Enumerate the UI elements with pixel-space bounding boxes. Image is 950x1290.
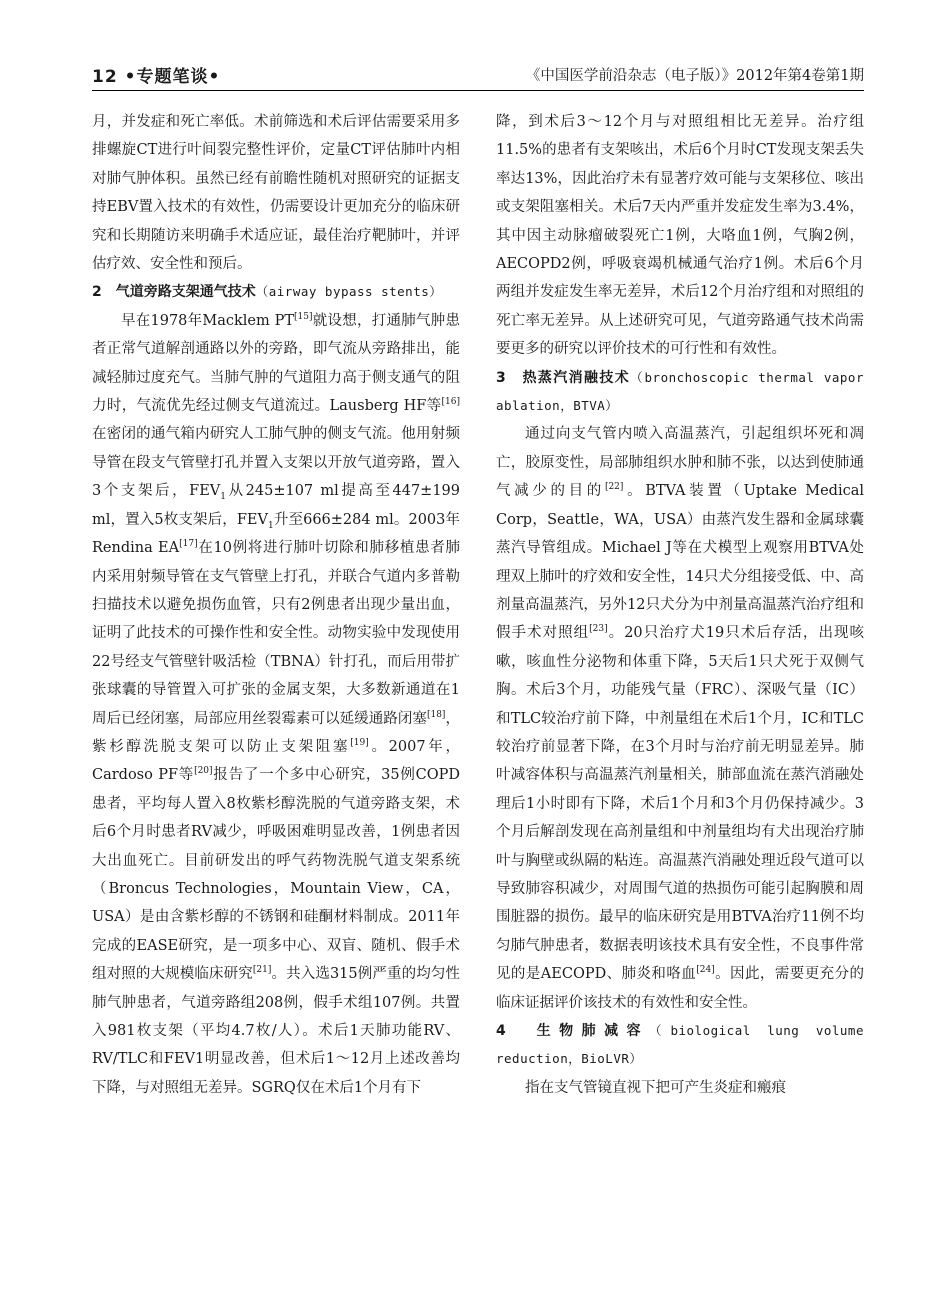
journal-title: 《中国医学前沿杂志（电子版）》2012年第4卷第1期 (525, 68, 864, 84)
running-header (92, 62, 864, 88)
citation: [21] (252, 965, 272, 976)
paragraph (92, 307, 460, 1102)
text-run: 升至666±284 ml。2003年Rendina EA (92, 511, 460, 557)
section-heading-4 (496, 1017, 864, 1074)
citation: [16] (441, 397, 460, 408)
paragraph: 降，到术后3～12个月与对照组相比无差异。治疗组11.5%的患者有支架咳出，术后6个月时CT发现支架丢失率达13%，因此治疗未有显著疗效可能与支架移位、咳出或支架阻塞相关。术后7天内严重并发症发生率为3.4%，其中因主动脉瘤破裂死亡1例，大咯血1例，气胸2例，AECOPD2例，呼吸衰竭机械通气治疗1例。术后6个月两组并发症发生率无差异，术后12个月治疗组和对照组的死亡率无差异。从上述研究可见，气道旁路通气技术尚需要更多的研究以评价技术的可行性和有效性。 (496, 114, 864, 358)
text-run: 。2007年，Cardoso PF等 (92, 738, 461, 784)
citation: [20] (194, 766, 213, 777)
heading-text: 4 生物肺减容 (496, 1023, 650, 1039)
paragraph: 指在支气管镜直视下把可产生炎症和瘢痕 (525, 1079, 786, 1096)
heading-english: （biological lung volume reduction，BioLVR） (496, 1023, 864, 1067)
header-rule (92, 90, 864, 91)
text-run: 通过向支气管内喷入高温蒸汽，引起组织坏死和凋亡，胶原变性，局部肺组织水肿和肺不张，以达到使肺通气减少的目的 (496, 426, 864, 500)
page-number: 12 (92, 67, 118, 87)
heading-english: （bronchoscopic thermal vapor ablation，BTVA） (496, 369, 864, 414)
citation: [15] (294, 312, 313, 323)
right-column (496, 108, 864, 1102)
text-run: 。因此，需要更充分的临床证据评价该技术的有效性和安全性。 (496, 966, 864, 1011)
citation: [18] (426, 709, 446, 720)
heading-text: 2 气道旁路支架通气技术 (92, 284, 256, 301)
subscript: 1 (220, 492, 227, 503)
citation: [22] (604, 482, 624, 493)
paragraph (496, 420, 864, 1017)
text-run: ，紫杉醇洗脱支架可以防止支架阻塞 (92, 710, 461, 755)
citation: [23] (589, 624, 608, 635)
text-run: 早在1978年Macklem PT (121, 312, 295, 329)
text-run: 在密闭的通气箱内研究人工肺气肿的侧支气流。他用射频导管在段支气管壁打孔并置入支架以开放气道旁路，置入3个支架后，FEV (92, 426, 460, 500)
text-run: 。20只治疗犬19只术后存活，出现咳嗽，咳血性分泌物和体重下降，5天后1只犬死于双侧气胸。术后3个月，功能残气量（FRC）、深吸气量（IC）和TLC较治疗前下降，中剂量组在术后1个月，IC和TLC较治疗前显著下降，在3个月时与治疗前无明显差异。肺叶减容体积与高温蒸汽剂量相关，肺部血流在蒸汽消融处理后1小时即有下降，术后1个月和3个月仍保持减少。3个月后解剖发现在高剂量组和中剂量组均有犬出现治疗肺叶与胸壁或纵隔的粘连。高温蒸汽消融处理近段气道可以导致肺容积减少，对周围气道的热损伤可能引起胸膜和周围脏器的损伤。最早的临床研究是用BTVA治疗11例不均匀肺气肿患者，数据表明该技术具有安全性，不良事件常见的是AECOPD、肺炎和咯血 (496, 625, 864, 983)
page-number-and-section (92, 62, 220, 87)
section-heading-2 (92, 278, 460, 306)
text-run: 在10例将进行肺叶切除和肺移植患者肺内采用射频导管在支气管壁上打孔，并联合气道内多普勒扫描技术以避免损伤血管，只有2例患者出现少量出血，证明了此技术的可操作性和安全性。动物实验中发现使用22号经支气管壁针吸活检（TBNA）针打孔，而后用带扩张球囊的导管置入可扩张的金属支架，大多数新通道在1周后已经闭塞，局部应用丝裂霉素可以延缓通路闭塞 (92, 540, 460, 727)
paragraph: 月，并发症和死亡率低。术前筛选和术后评估需要采用多排螺旋CT进行叶间裂完整性评价，定量CT评估肺叶内相对肺气肿体积。虽然已经有前瞻性随机对照研究的证据支持EBV置入技术的有效性，仍需要设计更加充分的临床研究和长期随访来明确手术适应证，最佳治疗靶肺叶，并评估疗效、安全性和预后。 (92, 114, 460, 273)
text-run: 。BTVA装置（Uptake Medical Corp，Seattle，WA，USA）由蒸汽发生器和金属球囊蒸汽导管组成。Michael J等在犬模型上观察用BTVA处理双上肺叶的疗效和安全性，14只犬分组接受低、中、高剂量高温蒸汽，另外12只犬分为中剂量高温蒸汽治疗组和假手术对照组 (496, 483, 864, 642)
citation: [17] (179, 539, 198, 550)
citation: [19] (350, 738, 369, 749)
text-run: 就设想，打通肺气肿患者正常气道解剖通路以外的旁路，即气流从旁路排出，能减轻肺过度充气。当肺气肿的气道阻力高于侧支通气的阻力时，气流优先经过侧支气道流过。Lausberg HF等 (92, 312, 460, 415)
heading-english: （airway bypass stents） (255, 284, 443, 300)
subscript: 1 (267, 520, 274, 531)
citation: [24] (696, 965, 715, 976)
section-heading-3 (496, 364, 864, 421)
text-run: 。共入选315例严重的均匀性肺气肿患者，气道旁路组208例，假手术组107例。共置入981枚支架（平均4.7枚/人）。术后1天肺功能RV、RV/TLC和FEV1明显改善，但术后1～12月上述改善均下降，与对照组无差异。SGRQ仅在术后1个月有下 (92, 966, 460, 1096)
left-column (92, 108, 460, 1102)
text-run: 从245±107 ml提高至447±199 ml，置入5枚支架后，FEV (92, 483, 461, 528)
text-run: 报告了一个多中心研究，35例COPD患者，平均每人置入8枚紫杉醇洗脱的气道旁路支架，术后6个月时患者RV减少，呼吸困难明显改善，1例患者因大出血死亡。目前研发出的呼气药物洗脱气道支架系统（Broncus Technologies，Mountain View，CA，USA）是由含紫杉醇的不锈钢和硅酮材料制成。2011年完成的EASE研究，是一项多中心、双盲、随机、假手术组对照的大规模临床研究 (92, 767, 460, 983)
heading-text: 3 热蒸汽消融技术 (496, 369, 631, 386)
section-label: •专题笔谈• (124, 67, 221, 87)
